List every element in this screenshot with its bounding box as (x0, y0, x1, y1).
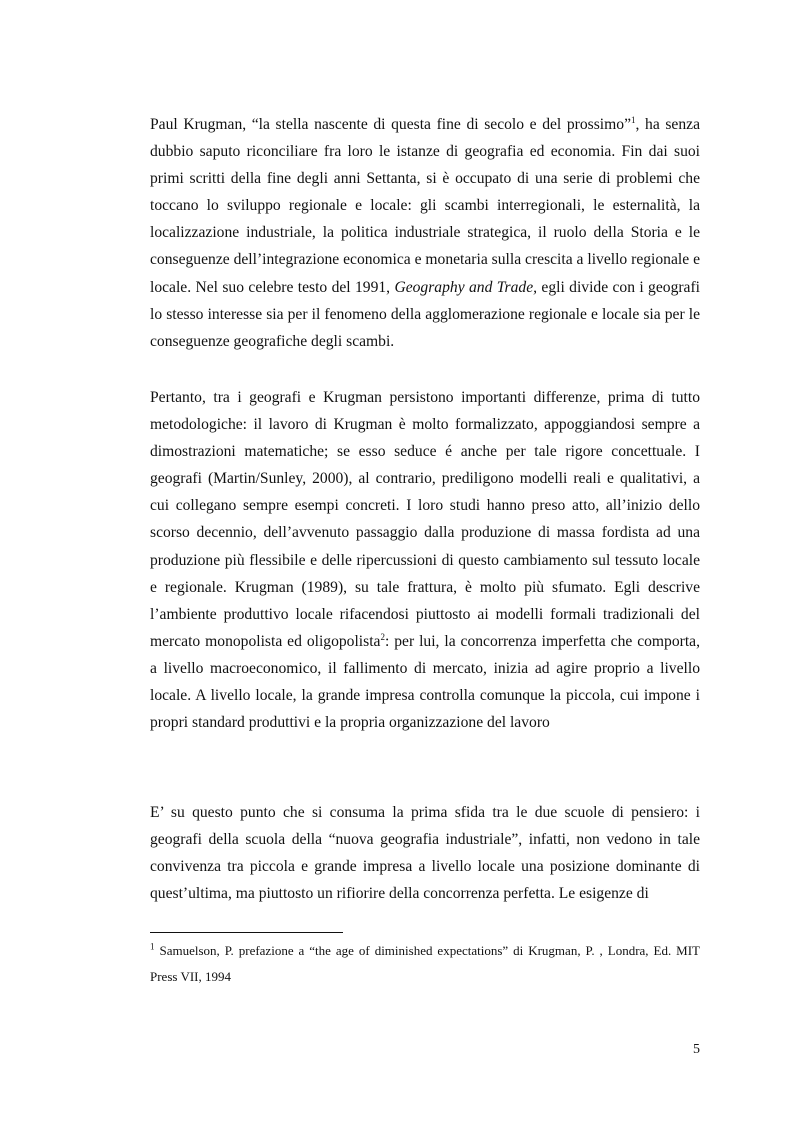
footnote-separator (150, 932, 343, 933)
book-title: Geography and Trade, (394, 278, 538, 296)
footnote-text: Samuelson, P. prefazione a “the age of diminished expectations” di Krugman, P. , Londra, Ed. MIT Press VII, 1994 (150, 943, 700, 984)
paragraph-1-text-c: egli divide con i geografi lo stesso interesse sia per il fenomeno della agglomerazione regionale e locale sia per le conseguenze geografiche degli scambi. (150, 278, 701, 350)
paragraph-1 (150, 111, 700, 355)
paragraph-2-text-b: : per lui, la concorrenza imperfetta che comporta, a livello macroeconomico, il fallimento di mercato, inizia ad agire proprio a livello locale. A livello locale, la grande impresa controlla comunque la piccola, cui impone i propri standard produttivi e la propria organizzazione del lavoro (150, 632, 701, 732)
footnote-mark: 1 (150, 941, 155, 952)
paragraph-1-text-b: , ha senza dubbio saputo riconciliare fra loro le istanze di geografia ed economia. Fin dai suoi primi scritti della fine degli anni Settanta, si è occupato di una serie di problemi che toccano lo sviluppo regionale e locale: gli scambi interregionali, le esternalità, la localizzazione industriale, la politica industriale strategica, il ruolo della Storia e le conseguenze dell’integrazione economica e monetaria sulla crescita a livello regionale e locale. Nel suo celebre testo del 1991, (150, 116, 700, 296)
footnote-1 (150, 938, 700, 990)
paragraph-3 (150, 799, 700, 907)
footnote-ref-2[interactable]: 2 (380, 631, 385, 642)
paragraph-2 (150, 384, 700, 736)
footnote-ref-1[interactable]: 1 (631, 114, 636, 125)
paragraph-1-text-a: Paul Krugman, “la stella nascente di questa fine di secolo e del prossimo” (150, 116, 631, 133)
paragraph-2-text-a: Pertanto, tra i geografi e Krugman persistono importanti differenze, prima di tutto metodologiche: il lavoro di Krugman è molto formalizzato, appoggiandosi sempre a dimostrazioni matematiche; se esso seduce é anche per tale rigore concettuale. I geografi (Martin/Sunley, 2000), al contrario, prediligono modelli reali e qualitativi, a cui collegano sempre esempi concreti. I loro studi hanno preso atto, all’inizio dello scorso decennio, dell’avvenuto passaggio dalla produzione di massa fordista ad una produzione più flessibile e delle ripercussioni di questo cambiamento sul tessuto locale e regionale. Krugman (1989), su tale frattura, è molto più sfumato. Egli descrive l’ambiente produttivo locale rifacendosi piuttosto ai modelli formali tradizionali del mercato monopolista ed oligopolista (150, 389, 700, 650)
page-number: 5 (693, 1042, 700, 1057)
paragraph-3-text: E’ su questo punto che si consuma la prima sfida tra le due scuole di pensiero: i geografi della scuola della “nuova geografia industriale”, infatti, non vedono in tale convivenza tra piccola e grande impresa a livello locale una posizione dominante di quest’ultima, ma piuttosto un rifiorire della concorrenza perfetta. Le esigenze di (150, 804, 700, 903)
